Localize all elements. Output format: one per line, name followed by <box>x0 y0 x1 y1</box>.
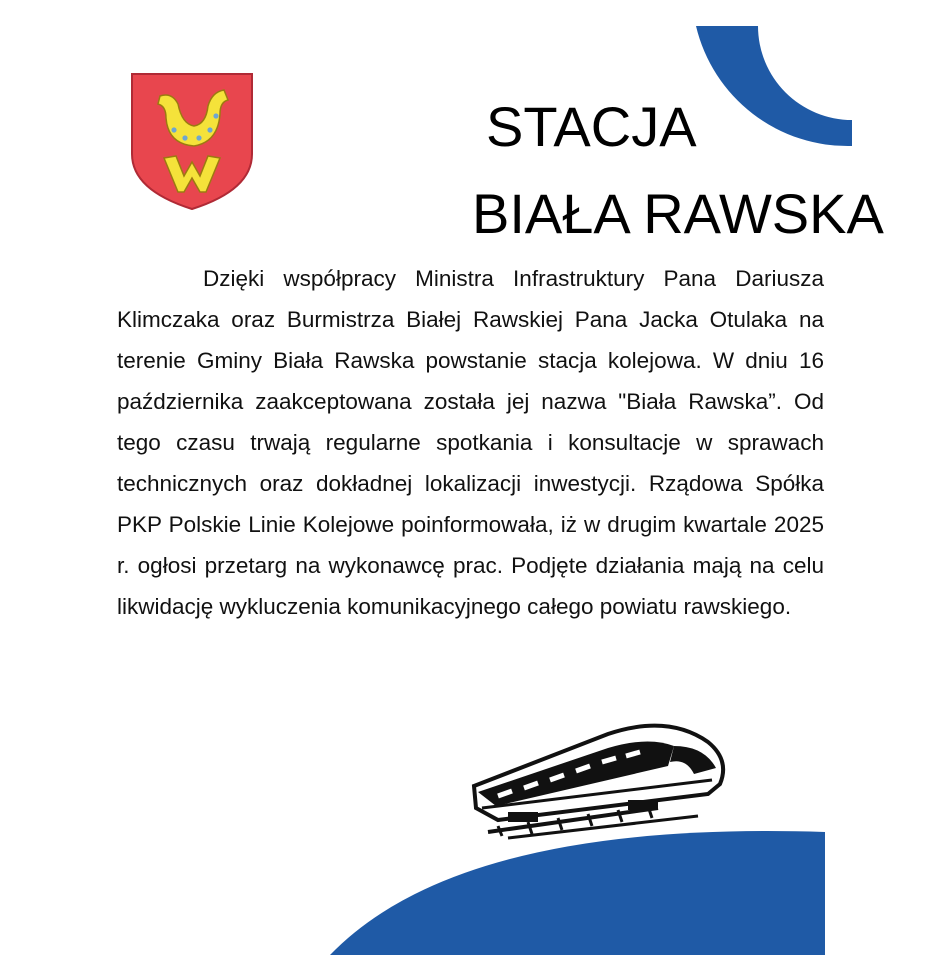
page-title-line-2: BIAŁA RAWSKA <box>472 182 884 245</box>
decorative-hill-icon <box>330 820 825 955</box>
page-title-line-1: STACJA <box>486 95 697 158</box>
train-icon <box>468 712 730 840</box>
body-paragraph <box>117 258 824 627</box>
coat-of-arms-icon <box>128 68 256 213</box>
body-paragraph-text: Dzięki współpracy Ministra Infrastruktury Pana Dariusza Klimczaka oraz Burmistrza Białej Rawskiej Pana Jacka Otulaka na terenie Gminy Biała Rawska powstanie stacja kolejowa. W dniu 16 października zaakceptowana została jej nazwa "Biała Rawska”. Od tego czasu trwają regularne spotkania i konsultacje w sprawach technicznych oraz dokładnej lokalizacji inwestycji. Rządowa Spółka PKP Polskie Linie Kolejowe poinformowała, iż w drugim kwartale 2025 r. ogłosi przetarg na wykonawcę prac. Podjęte działania mają na celu likwidację wykluczenia komunikacyjnego całego powiatu rawskiego. <box>117 266 824 619</box>
decorative-arc-icon <box>690 22 860 152</box>
